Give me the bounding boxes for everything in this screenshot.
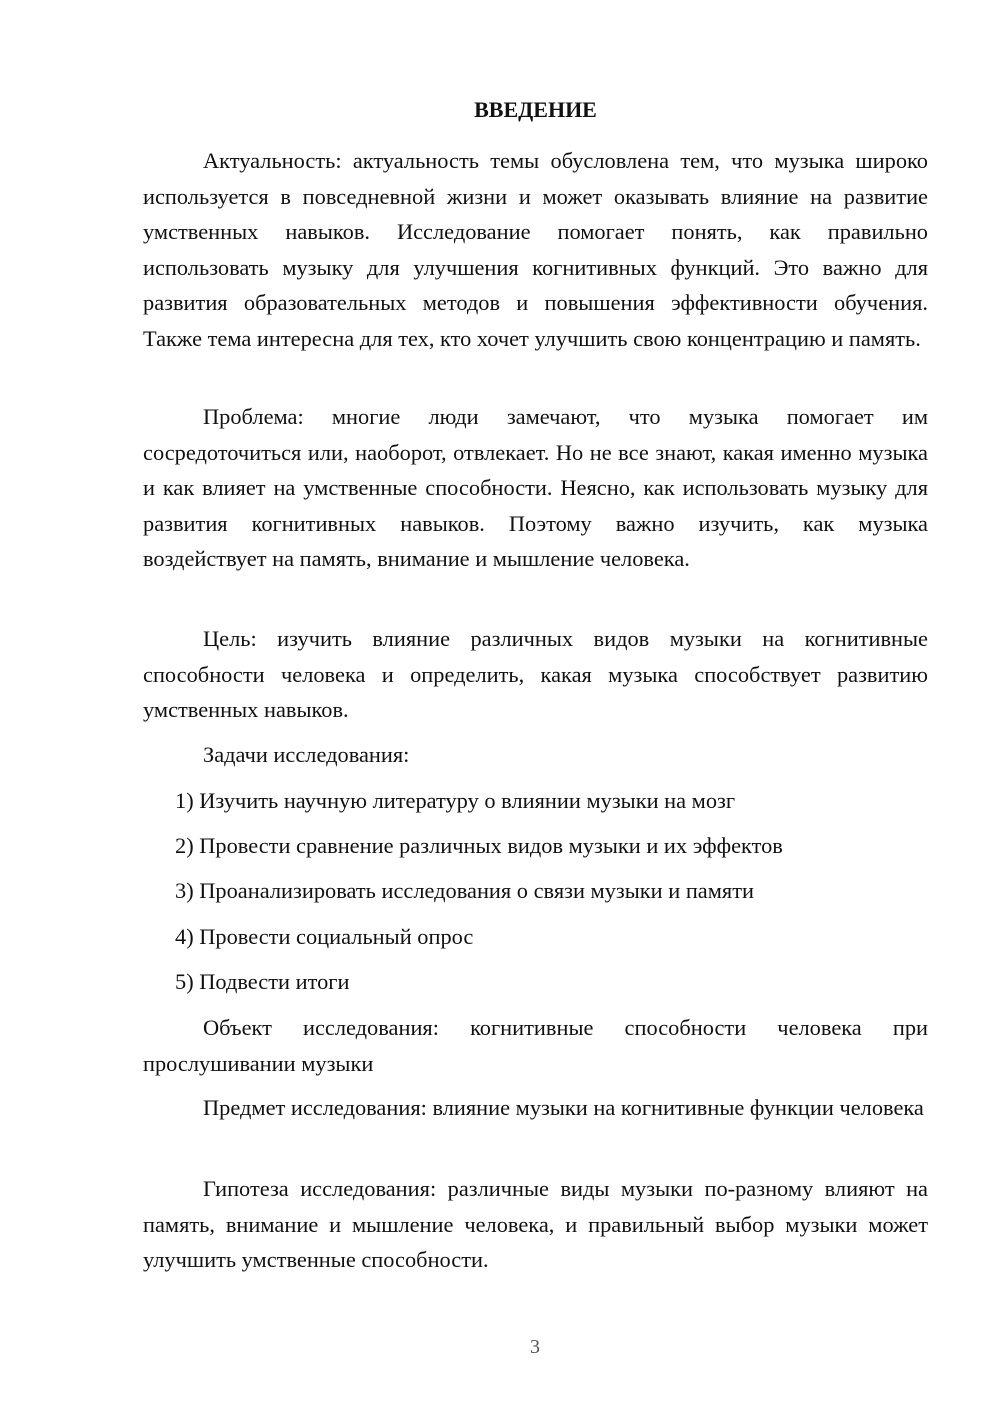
page-title: ВВЕДЕНИЕ — [474, 97, 597, 122]
page-number: 3 — [530, 1336, 540, 1358]
relevance-paragraph: Актуальность: актуальность темы обусловлена тем, что музыка широко используется в повседневной жизни и может оказывать влияние на развитие умственных навыков. Исследование помогает понять, как правильно использовать музыку для улучшения когнитивных функций. Это важно для развития образовательных методов и повышения эффективности обучения. Также тема интересна для тех, кто хочет улучшить свою концентрацию и память. — [143, 148, 928, 351]
task-item: 3) Проанализировать исследования о связи музыки и памяти — [175, 878, 754, 903]
task-item: 4) Провести социальный опрос — [175, 924, 474, 949]
object-paragraph: Объект исследования: когнитивные способности человека при прослушивании музыки — [143, 1015, 928, 1076]
task-item: 1) Изучить научную литературу о влиянии музыки на мозг — [175, 788, 736, 813]
subject-paragraph: Предмет исследования: влияние музыки на когнитивные функции человека — [203, 1095, 924, 1120]
hypothesis-paragraph: Гипотеза исследования: различные виды музыки по-разному влияют на память, внимание и мышление человека, и правильный выбор музыки может улучшить умственные способности. — [143, 1176, 928, 1272]
task-item: 5) Подвести итоги — [175, 969, 350, 994]
task-item: 2) Провести сравнение различных видов музыки и их эффектов — [175, 833, 783, 858]
problem-paragraph: Проблема: многие люди замечают, что музыка помогает им сосредоточиться или, наоборот, отвлекает. Но не все знают, какая именно музыка и как влияет на умственные способности. Неясно, как использовать музыку для развития когнитивных навыков. Поэтому важно изучить, как музыка воздействует на память, внимание и мышление человека. — [143, 404, 928, 571]
goal-paragraph: Цель: изучить влияние различных видов музыки на когнитивные способности человека и определить, какая музыка способствует развитию умственных навыков. — [143, 626, 928, 722]
tasks-heading: Задачи исследования: — [203, 742, 410, 767]
